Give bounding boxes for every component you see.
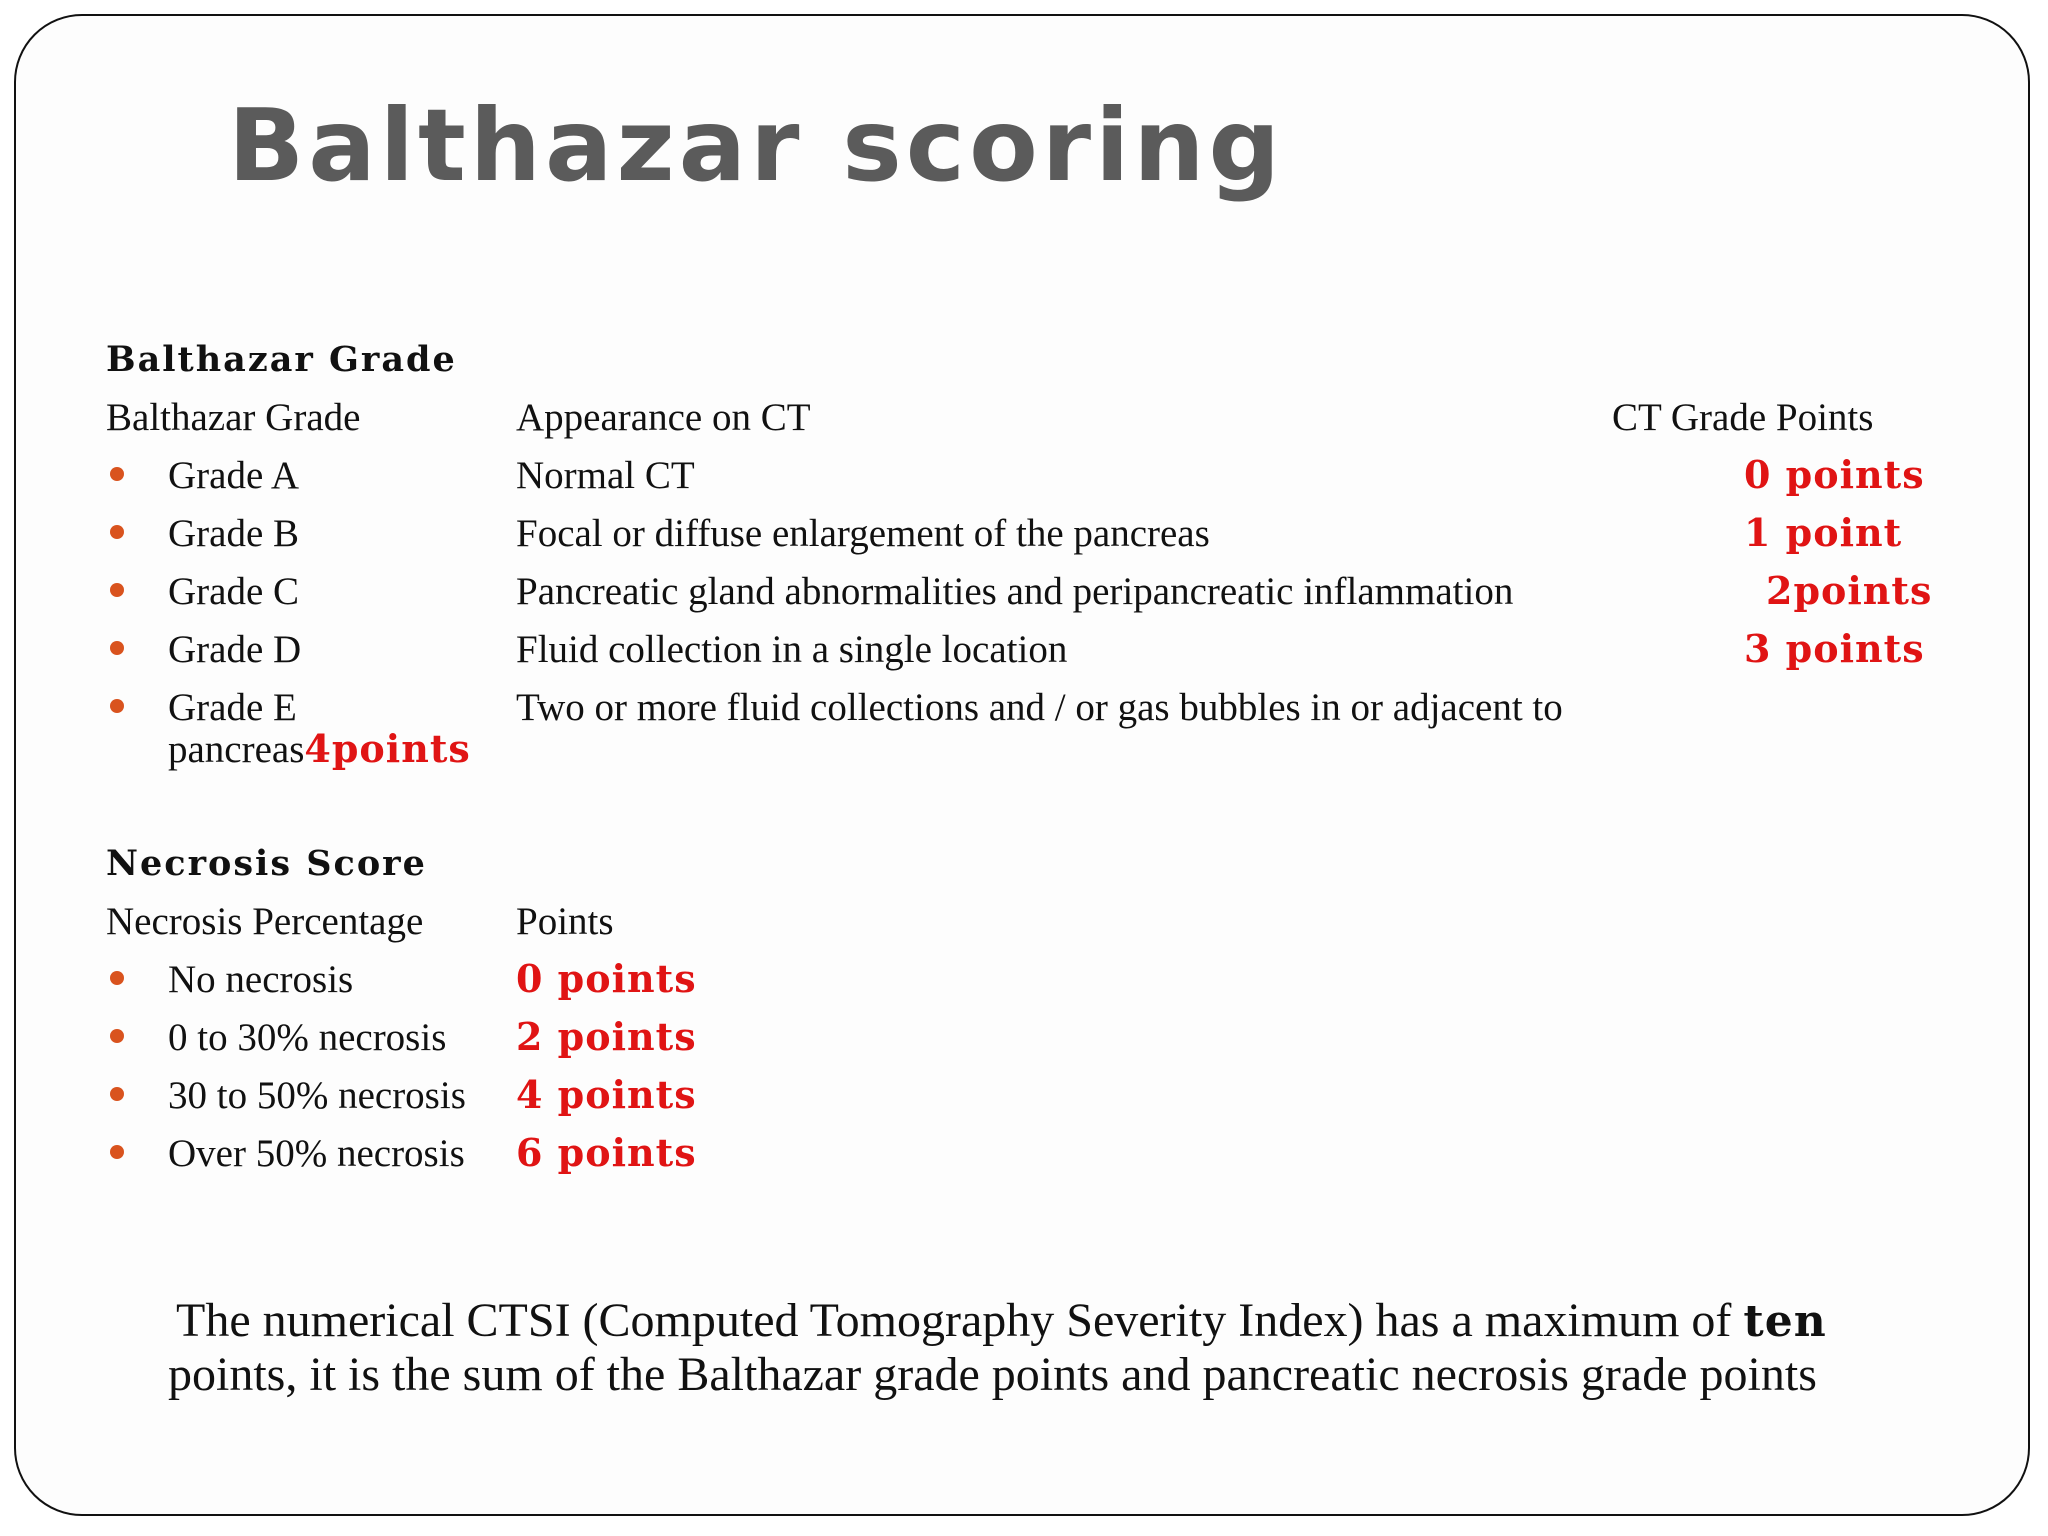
grade-row-points: 4points [304, 726, 471, 771]
grade-row-label: Grade D [168, 628, 302, 671]
grade-col-header-grade: Balthazar Grade [106, 396, 361, 439]
summary-emphasis: ten [1743, 1296, 1827, 1347]
bullet-icon [110, 525, 124, 539]
grade-col-header-appearance: Appearance on CT [516, 396, 811, 439]
grade-row-label: Grade C [168, 570, 300, 613]
necrosis-row-label: No necrosis [168, 958, 354, 1001]
necrosis-row-points: 0 points [516, 956, 697, 1001]
necrosis-col-header-percentage: Necrosis Percentage [106, 900, 424, 943]
bullet-icon [110, 699, 124, 713]
grade-col-header-points: CT Grade Points [1612, 396, 1874, 439]
necrosis-row-points: 6 points [516, 1130, 697, 1175]
summary-text-2: points, it is the sum of the Balthazar grade points and pancreatic necrosis grade points [168, 1348, 1817, 1401]
grade-row-points: 3 points [1744, 626, 1925, 671]
bullet-icon [110, 641, 124, 655]
grade-row-points: 0 points [1744, 452, 1925, 497]
grade-row-points: 1 point [1744, 510, 1903, 555]
necrosis-col-header-points: Points [516, 900, 614, 943]
bullet-icon [110, 1087, 124, 1101]
summary-paragraph [168, 1294, 1908, 1401]
grade-row-appearance: Two or more fluid collections and / or gas bubbles in or adjacent to [516, 686, 1563, 729]
grade-row-appearance: Fluid collection in a single location [516, 628, 1068, 671]
grade-row-points: 2points [1766, 568, 1933, 613]
necrosis-section-heading: Necrosis Score [106, 843, 427, 884]
necrosis-row-label: Over 50% necrosis [168, 1132, 465, 1175]
bullet-icon [110, 971, 124, 985]
necrosis-row-label: 30 to 50% necrosis [168, 1074, 466, 1117]
bullet-icon [110, 1029, 124, 1043]
grade-row-label: Grade B [168, 512, 300, 555]
summary-text-1: The numerical CTSI (Computed Tomography Severity Index) has a maximum of [176, 1294, 1744, 1347]
grade-row-appearance: Pancreatic gland abnormalities and peripancreatic inflammation [516, 570, 1514, 613]
grade-row-continuation-text: pancreas [168, 728, 305, 771]
grade-section-heading: Balthazar Grade [106, 339, 457, 380]
necrosis-row-label: 0 to 30% necrosis [168, 1016, 447, 1059]
bullet-icon [110, 583, 124, 597]
grade-row-appearance: Normal CT [516, 454, 695, 497]
grade-row-label: Grade E [168, 686, 297, 729]
slide-title: Balthazar scoring [228, 87, 1285, 204]
bullet-icon [110, 467, 124, 481]
bullet-icon [110, 1145, 124, 1159]
grade-row-appearance: Focal or diffuse enlargement of the pancreas [516, 512, 1210, 555]
necrosis-row-points: 4 points [516, 1072, 697, 1117]
necrosis-row-points: 2 points [516, 1014, 697, 1059]
grade-row-continuation [168, 726, 471, 771]
grade-row-label: Grade A [168, 454, 300, 497]
